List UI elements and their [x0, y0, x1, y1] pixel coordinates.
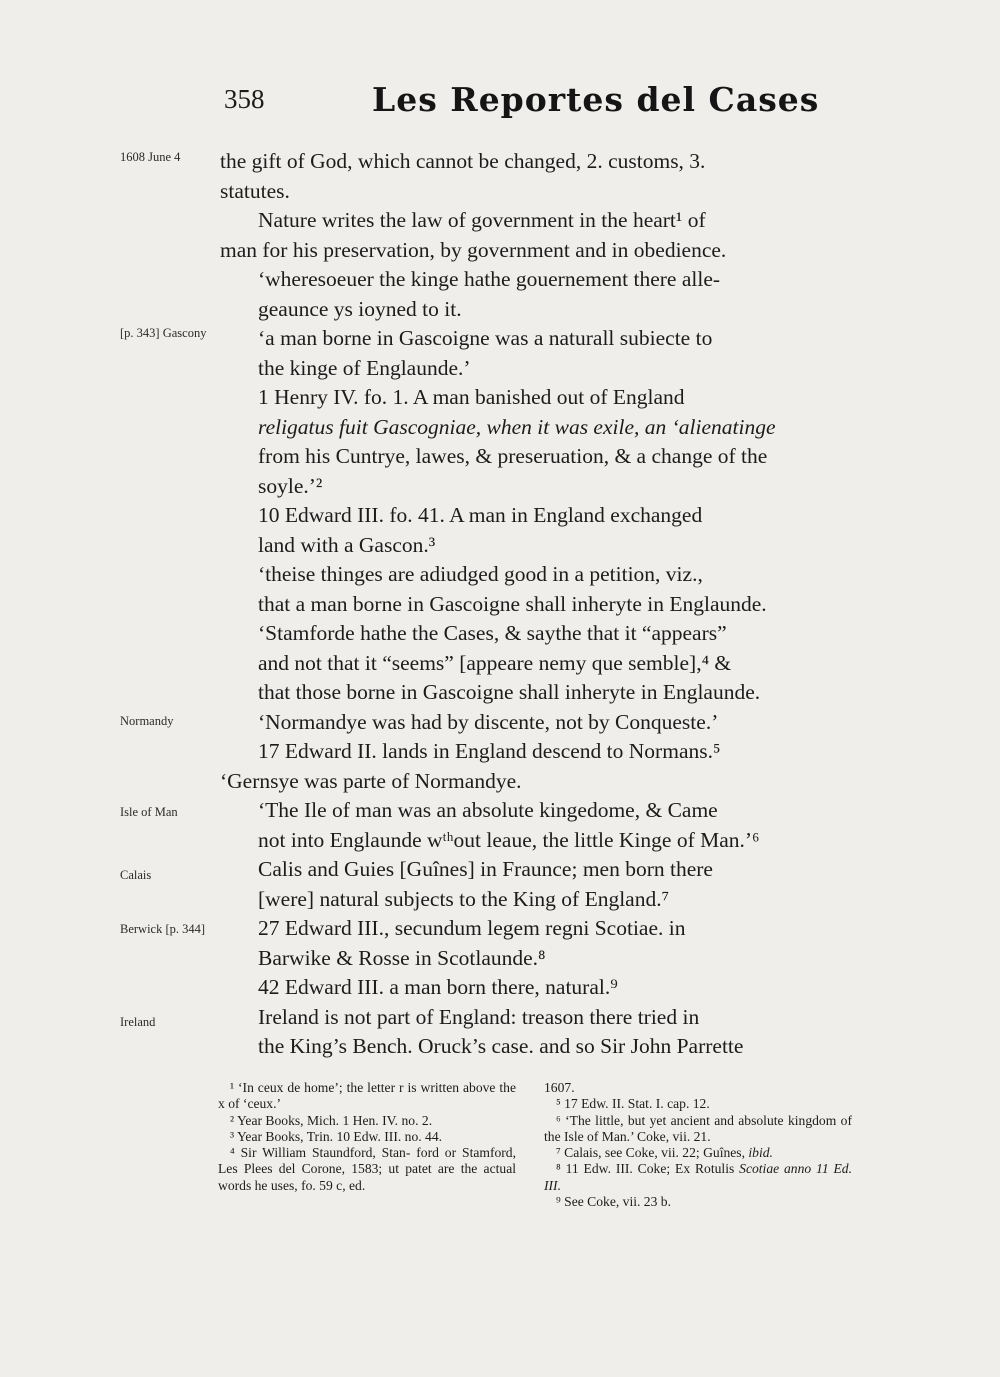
paragraph: 17 Edward II. lands in England descend to Normans.⁵	[258, 739, 721, 763]
paragraph: the gift of God, which cannot be changed, 2. customs, 3. statutes.	[220, 149, 706, 203]
paragraph: Ireland is not part of England: treason there tried in the King’s Bench. Oruck’s case. and so Sir John Parrette	[258, 1004, 744, 1058]
paragraph: ‘theise thinges are adiudged good in a petition, viz., that a man borne in Gascoigne shall inheryte in Englaunde.	[258, 562, 767, 616]
margin-note-date: 1608 June 4	[120, 150, 181, 164]
footnote: ⁴ Sir William Staundford, Stan- ford or Stamford, Les Plees del Corone, 1583; ut patet are the actual words he uses, fo. 59 c, ed.	[218, 1145, 517, 1193]
footnote: ⁸ 11 Edw. III. Coke; Ex Rotulis Scotiae anno 11 Ed. III.	[544, 1161, 853, 1193]
paragraph: ‘wheresoeuer the kinge hathe gouernement there alle- geaunce ys ioyned to it.	[258, 267, 721, 321]
paragraph: 42 Edward III. a man born there, natural.⁹	[258, 975, 618, 999]
margin-note-calais: Calais	[120, 868, 152, 882]
footnotes-right	[544, 1080, 852, 1210]
footnote: ³ Year Books, Trin. 10 Edw. III. no. 44.	[230, 1128, 443, 1144]
footnote: ² Year Books, Mich. 1 Hen. IV. no. 2.	[230, 1112, 433, 1128]
paragraph: 27 Edward III., secundum legem regni Scotiae. in Barwike & Rosse in Scotlaunde.⁸	[258, 916, 686, 970]
footnote: ¹ ‘In ceux de home’; the letter r is written above the x of ‘ceux.’	[218, 1080, 516, 1112]
paragraph: ‘Stamforde hathe the Cases, & saythe that it “appears” and not that it “seems” [appeare nemy que semble],⁴ & that those borne in Gascoigne shall inheryte in Englaunde.	[258, 621, 761, 704]
margin-note-berwick: Berwick [p. 344]	[120, 922, 206, 936]
body-text	[220, 147, 854, 1062]
footnote: ⁶ ‘The little, but yet ancient and absolute kingdom of the Isle of Man.’ Coke, vii. 21.	[544, 1112, 852, 1144]
paragraph: ‘The Ile of man was an absolute kingedome, & Came not into Englaunde wᵗʰout leaue, the little Kinge of Man.’⁶	[258, 798, 760, 852]
footnote: 1607.	[544, 1080, 575, 1095]
footnote: ⁷ Calais, see Coke, vii. 22; Guînes, ibid.	[556, 1145, 773, 1161]
running-title: Les Reportes del Cases	[372, 80, 820, 119]
margin-note-ireland: Ireland	[120, 1015, 156, 1029]
margin-note-gascony: [p. 343] Gascony	[120, 326, 207, 340]
paragraph: Calis and Guies [Guînes] in Fraunce; men born there [were] natural subjects to the King of England.⁷	[258, 857, 713, 911]
margin-note-isle-of-man: Isle of Man	[120, 805, 178, 819]
paragraph: ‘a man borne in Gascoigne was a naturall subiecte to the kinge of Englaunde.’	[258, 326, 713, 380]
margin-note-normandy: Normandy	[120, 714, 174, 728]
paragraph: 10 Edward III. fo. 41. A man in England exchanged land with a Gascon.³	[258, 503, 703, 557]
paragraph: Nature writes the law of government in the heart¹ of man for his preservation, by government and in obedience.	[220, 208, 727, 262]
footnote: ⁵ 17 Edw. II. Stat. I. cap. 12.	[556, 1096, 710, 1112]
footnote: ⁹ See Coke, vii. 23 b.	[556, 1194, 671, 1210]
footnotes-left	[218, 1080, 516, 1194]
paragraph: ‘Gernsye was parte of Normandye.	[220, 768, 522, 793]
paragraph: 1 Henry IV. fo. 1. A man banished out of England religatus fuit Gascogniae, when it was exile, an ‘alienatinge from his Cuntrye, lawes, & preseruation, & a change of the soyle.’²	[258, 385, 776, 498]
page-number: 358	[224, 84, 265, 114]
paragraph: ‘Normandye was had by discente, not by Conqueste.’	[258, 709, 719, 734]
